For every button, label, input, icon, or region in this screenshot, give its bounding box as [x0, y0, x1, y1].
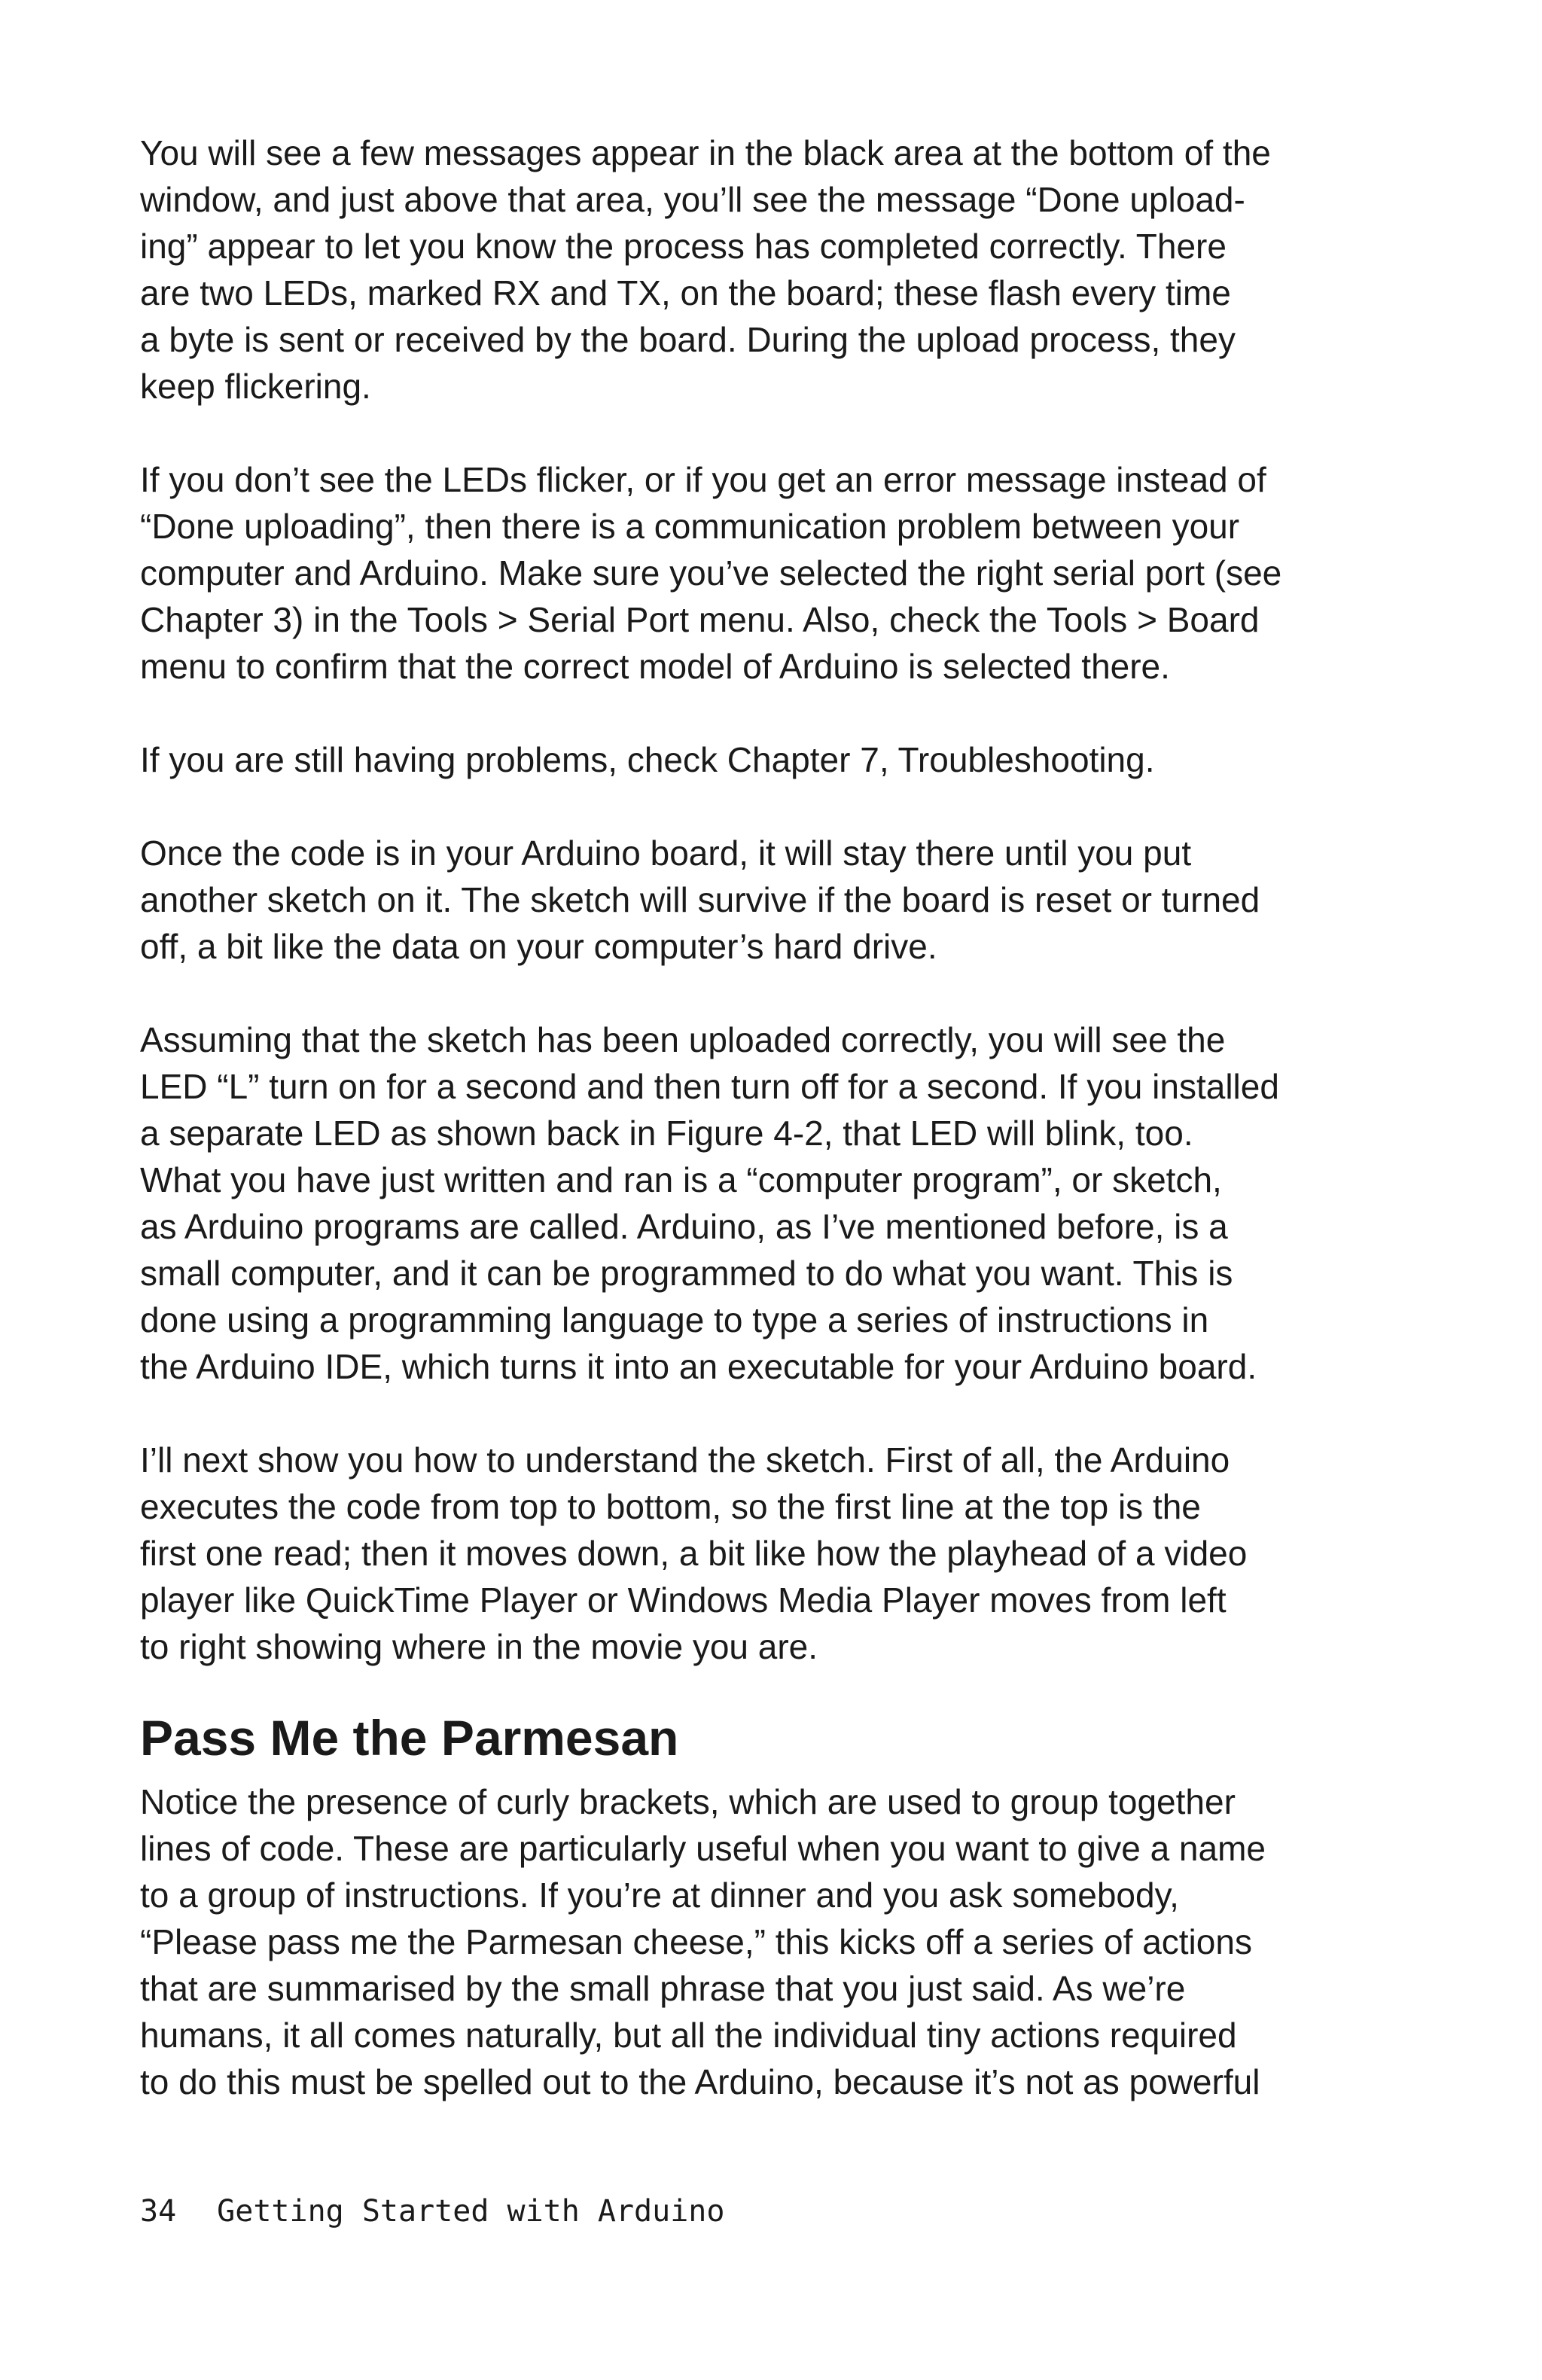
paragraph-code-persistence [140, 830, 1337, 970]
text-line: “Done uploading”, then there is a communication problem between your [140, 507, 1240, 546]
text-line: Chapter 3) in the Tools > Serial Port menu. Also, check the Tools > Board [140, 600, 1260, 639]
page-number: 34 [140, 2194, 177, 2229]
page-content [140, 130, 1337, 2152]
text-line: the Arduino IDE, which turns it into an executable for your Arduino board. [140, 1347, 1257, 1386]
text-line: window, and just above that area, you’ll see the message “Done upload- [140, 180, 1245, 219]
paragraph-upload-messages [140, 130, 1337, 410]
text-line: If you are still having problems, check Chapter 7, Troubleshooting. [140, 740, 1155, 779]
paragraph-communication-problem [140, 456, 1337, 690]
text-line: off, a bit like the data on your computer’s hard drive. [140, 927, 937, 966]
text-line: I’ll next show you how to understand the sketch. First of all, the Arduino [140, 1440, 1230, 1480]
text-line: to do this must be spelled out to the Arduino, because it’s not as powerful [140, 2062, 1260, 2101]
text-line: keep flickering. [140, 367, 371, 406]
text-line: computer and Arduino. Make sure you’ve selected the right serial port (see [140, 553, 1282, 593]
text-line: a separate LED as shown back in Figure 4-2, that LED will blink, too. [140, 1114, 1193, 1153]
text-line: Notice the presence of curly brackets, which are used to group together [140, 1782, 1236, 1821]
text-line: to right showing where in the movie you are. [140, 1627, 818, 1666]
page-footer [140, 2194, 724, 2229]
text-line: ing” appear to let you know the process has completed correctly. There [140, 227, 1227, 266]
text-line: executes the code from top to bottom, so the first line at the top is the [140, 1487, 1201, 1526]
text-line: Assuming that the sketch has been uploaded correctly, you will see the [140, 1020, 1226, 1059]
text-line: done using a programming language to type a series of instructions in [140, 1300, 1209, 1339]
text-line: as Arduino programs are called. Arduino, as I’ve mentioned before, is a [140, 1207, 1228, 1246]
text-line: What you have just written and ran is a “computer program”, or sketch, [140, 1160, 1222, 1199]
text-line: “Please pass me the Parmesan cheese,” this kicks off a series of actions [140, 1922, 1252, 1961]
text-line: player like QuickTime Player or Windows Media Player moves from left [140, 1580, 1227, 1620]
text-line: that are summarised by the small phrase that you just said. As we’re [140, 1969, 1186, 2008]
section-heading: Pass Me the Parmesan [140, 1710, 679, 1766]
paragraph-led-blink [140, 1016, 1337, 1390]
paragraph-troubleshooting [140, 736, 1337, 783]
running-title: Getting Started with Arduino [217, 2194, 725, 2229]
text-line: lines of code. These are particularly useful when you want to give a name [140, 1829, 1266, 1868]
text-line: to a group of instructions. If you’re at dinner and you ask somebody, [140, 1876, 1179, 1915]
text-line: humans, it all comes naturally, but all the individual tiny actions required [140, 2016, 1237, 2055]
paragraph-curly-brackets [140, 1778, 1337, 2105]
text-line: If you don’t see the LEDs flicker, or if you get an error message instead of [140, 460, 1266, 499]
text-line: a byte is sent or received by the board. During the upload process, they [140, 320, 1236, 359]
text-line: menu to confirm that the correct model of Arduino is selected there. [140, 647, 1170, 686]
text-line: are two LEDs, marked RX and TX, on the board; these flash every time [140, 273, 1231, 312]
text-line: another sketch on it. The sketch will survive if the board is reset or turned [140, 880, 1260, 919]
text-line: You will see a few messages appear in the black area at the bottom of the [140, 133, 1271, 172]
text-line: LED “L” turn on for a second and then turn off for a second. If you installed [140, 1067, 1279, 1106]
text-line: small computer, and it can be programmed to do what you want. This is [140, 1254, 1233, 1293]
paragraph-understanding-sketch [140, 1437, 1337, 1670]
text-line: Once the code is in your Arduino board, it will stay there until you put [140, 833, 1192, 873]
text-line: first one read; then it moves down, a bit like how the playhead of a video [140, 1534, 1248, 1573]
